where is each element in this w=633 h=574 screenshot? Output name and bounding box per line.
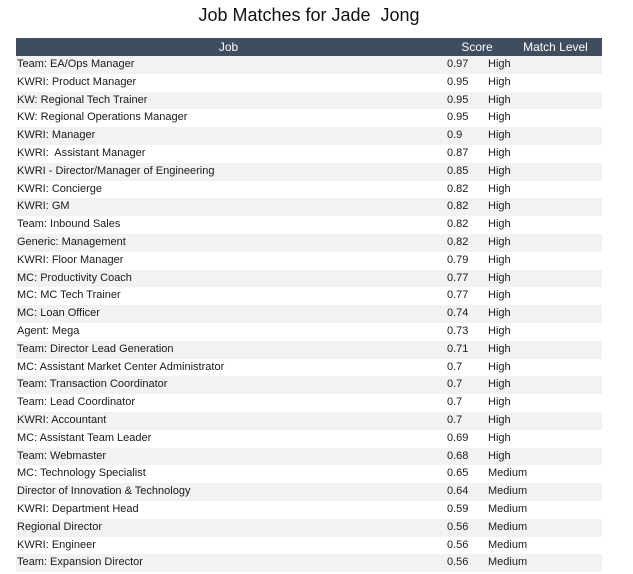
table-row: [16, 163, 602, 181]
match-level-cell: High: [488, 164, 511, 177]
match-level-cell: High: [488, 289, 511, 302]
score-cell: 0.65: [447, 467, 469, 480]
match-level-cell: High: [488, 431, 511, 444]
score-cell: 0.82: [447, 235, 469, 248]
job-cell: Director of Innovation & Technology: [17, 485, 191, 498]
match-level-cell: Medium: [488, 467, 528, 480]
match-level-cell: High: [488, 75, 511, 88]
table-row: [16, 92, 602, 110]
table-row: [16, 501, 602, 519]
job-cell: Team: Director Lead Generation: [17, 342, 174, 355]
job-cell: KWRI: Engineer: [17, 538, 96, 551]
score-cell: 0.85: [447, 164, 469, 177]
table-body: [16, 56, 602, 572]
score-cell: 0.71: [447, 342, 469, 355]
table-row: [16, 412, 602, 430]
score-cell: 0.82: [447, 218, 469, 231]
match-level-cell: High: [488, 182, 511, 195]
match-level-cell: High: [488, 200, 511, 213]
job-cell: Team: EA/Ops Manager: [17, 58, 135, 70]
job-cell: KWRI: Accountant: [17, 413, 107, 426]
table-header: [16, 38, 602, 56]
job-cell: Team: Inbound Sales: [17, 218, 121, 231]
page-title: Job Matches for Jade Jong: [198, 5, 420, 25]
match-level-cell: Medium: [488, 556, 528, 569]
table-row: [16, 448, 602, 466]
job-cell: MC: Loan Officer: [17, 307, 100, 320]
score-cell: 0.95: [447, 111, 469, 124]
score-cell: 0.7: [447, 396, 463, 409]
match-level-cell: Medium: [488, 520, 528, 533]
column-header-match-level[interactable]: Match Level: [523, 40, 588, 54]
score-cell: 0.87: [447, 146, 469, 159]
score-cell: 0.7: [447, 413, 463, 426]
job-cell: Team: Transaction Coordinator: [17, 378, 168, 391]
table-row: [16, 537, 602, 555]
match-level-cell: High: [488, 93, 511, 106]
score-cell: 0.97: [447, 58, 469, 70]
table-row: [16, 465, 602, 483]
match-level-cell: High: [488, 396, 511, 409]
job-cell: Agent: Mega: [17, 324, 80, 337]
job-cell: Team: Lead Coordinator: [17, 396, 136, 409]
table-row: [16, 198, 602, 216]
job-cell: MC: Assistant Market Center Administrator: [17, 360, 225, 373]
job-cell: KWRI: Concierge: [17, 182, 102, 195]
score-cell: 0.95: [447, 75, 469, 88]
table-row: [16, 216, 602, 234]
score-cell: 0.95: [447, 93, 469, 106]
table-row: [16, 127, 602, 145]
table-row: [16, 341, 602, 359]
match-level-cell: High: [488, 271, 511, 284]
match-level-cell: High: [488, 449, 511, 462]
score-cell: 0.77: [447, 271, 469, 284]
match-level-cell: High: [488, 360, 511, 373]
job-cell: KWRI: Product Manager: [17, 75, 137, 88]
match-level-cell: Medium: [488, 502, 528, 515]
table-row: [16, 56, 602, 74]
score-cell: 0.9: [447, 129, 463, 142]
match-level-cell: High: [488, 58, 511, 70]
table-row: [16, 483, 602, 501]
match-level-cell: High: [488, 378, 511, 391]
score-cell: 0.82: [447, 200, 469, 213]
table-row: [16, 519, 602, 537]
match-level-cell: High: [488, 146, 511, 159]
table-row: [16, 287, 602, 305]
match-level-cell: High: [488, 235, 511, 248]
job-matches-table: [16, 38, 602, 572]
job-cell: KW: Regional Tech Trainer: [17, 93, 148, 106]
job-cell: KWRI: GM: [17, 200, 70, 213]
score-cell: 0.59: [447, 502, 469, 515]
job-cell: KW: Regional Operations Manager: [17, 111, 188, 124]
score-cell: 0.64: [447, 485, 469, 498]
match-level-cell: High: [488, 324, 511, 337]
table-row: [16, 74, 602, 92]
score-cell: 0.73: [447, 324, 469, 337]
job-cell: KWRI: Manager: [17, 129, 96, 142]
match-level-cell: High: [488, 111, 511, 124]
job-cell: Generic: Management: [17, 235, 126, 248]
table-row: [16, 234, 602, 252]
table-row: [16, 145, 602, 163]
job-cell: KWRI - Director/Manager of Engineering: [17, 164, 215, 177]
job-cell: Team: Webmaster: [17, 449, 107, 462]
match-level-cell: High: [488, 307, 511, 320]
table-row: [16, 359, 602, 377]
table-row: [16, 270, 602, 288]
job-cell: MC: MC Tech Trainer: [17, 289, 121, 302]
job-cell: KWRI: Floor Manager: [17, 253, 124, 266]
match-level-cell: High: [488, 253, 511, 266]
job-cell: KWRI: Assistant Manager: [17, 146, 146, 159]
score-cell: 0.7: [447, 378, 463, 391]
table-row: [16, 181, 602, 199]
score-cell: 0.74: [447, 307, 469, 320]
score-cell: 0.79: [447, 253, 469, 266]
score-cell: 0.56: [447, 538, 469, 551]
job-cell: MC: Productivity Coach: [17, 271, 132, 284]
table-row: [16, 109, 602, 127]
table-row: [16, 252, 602, 270]
match-level-cell: Medium: [488, 485, 528, 498]
match-level-cell: High: [488, 218, 511, 231]
table-row: [16, 323, 602, 341]
column-header-score[interactable]: Score: [461, 40, 493, 54]
match-level-cell: Medium: [488, 538, 528, 551]
table-row: [16, 430, 602, 448]
job-cell: KWRI: Department Head: [17, 502, 139, 515]
table-row: [16, 394, 602, 412]
match-level-cell: High: [488, 129, 511, 142]
job-cell: Regional Director: [17, 520, 102, 533]
table-row: [16, 305, 602, 323]
column-header-job[interactable]: Job: [218, 40, 239, 54]
table-row: [16, 554, 602, 572]
score-cell: 0.68: [447, 449, 469, 462]
score-cell: 0.69: [447, 431, 469, 444]
job-cell: MC: Technology Specialist: [17, 467, 146, 480]
job-cell: Team: Expansion Director: [17, 556, 143, 569]
match-level-cell: High: [488, 413, 511, 426]
score-cell: 0.56: [447, 556, 469, 569]
score-cell: 0.82: [447, 182, 469, 195]
score-cell: 0.7: [447, 360, 463, 373]
match-level-cell: High: [488, 342, 511, 355]
score-cell: 0.56: [447, 520, 469, 533]
score-cell: 0.77: [447, 289, 469, 302]
table-row: [16, 376, 602, 394]
job-cell: MC: Assistant Team Leader: [17, 431, 152, 444]
